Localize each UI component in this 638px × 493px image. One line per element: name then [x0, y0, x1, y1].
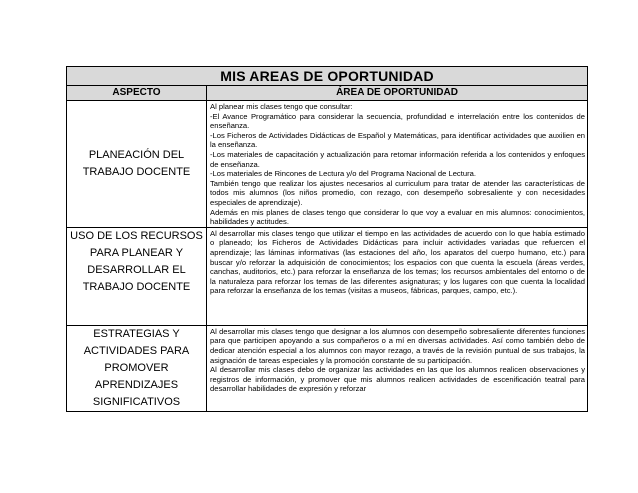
area-line: También tengo que realizar los ajustes necesarios al curriculum para tratar de atender las características de todos mis alumnos (los niños promedio, con rezago, con desempeño sobresaliente y con necesidades especiales de aprendizaje). — [210, 178, 586, 207]
area-cell — [207, 325, 588, 411]
column-header-aspecto: ASPECTO — [67, 86, 207, 101]
aspect-label: ESTRATEGIAS Y ACTIVIDADES PARA PROMOVER APRENDIZAJES SIGNIFICATIVOS — [83, 327, 190, 408]
title-row — [67, 67, 588, 86]
table-row-estrategias — [67, 325, 588, 411]
aspect-cell — [67, 325, 207, 411]
aspect-cell — [67, 227, 207, 325]
table-title: MIS AREAS DE OPORTUNIDAD — [67, 67, 588, 86]
area-line: -Los materiales de Rincones de Lectura y/o del Programa Nacional de Lectura. — [210, 169, 476, 179]
area-line: -Los materiales de capacitación y actualización para retomar información referida a los contenidos y enfoques de enseñanza. — [210, 149, 586, 169]
area-line: -El Avance Programático para considerar la secuencia, profundidad e interrelación entre los contenidos de enseñanza. — [210, 111, 586, 131]
header-row — [67, 86, 588, 101]
area-line: Al planear mis clases tengo que consultar: — [210, 102, 353, 111]
column-header-area: ÁREA DE OPORTUNIDAD — [207, 86, 588, 101]
aspect-label: USO DE LOS RECURSOS PARA PLANEAR Y DESARROLLAR EL TRABAJO DOCENTE — [70, 229, 203, 293]
area-cell — [207, 101, 588, 228]
aspect-label: PLANEACIÓN DEL TRABAJO DOCENTE — [82, 148, 191, 178]
area-line: Al desarrollar mis clases tengo que designar a los alumnos con desempeño sobresaliente diferentes funciones para que participen apoyando a sus compañeros o a mí en diversas actividades. Así como también debo de dedicar atención especial a los alumnos con mayor rezago, a través de la revisión puntual de sus trabajos, la asignación de tareas especiales y la promoción constante de su participación. — [210, 326, 586, 365]
area-line: Además en mis planes de clases tengo que considerar lo que voy a evaluar en mis alumnos: conocimientos, habilidades y actitudes. — [210, 207, 586, 227]
area-line: -Los Ficheros de Actividades Didácticas de Español y Matemáticas, para identificar actividades que auxilien en la enseñanza. — [210, 130, 586, 150]
area-cell — [207, 227, 588, 325]
area-line: Al desarrollar mis clases debo de organizar las actividades en las que los alumnos realicen observaciones y registros de información, y promover que mis alumnos realicen actividades de escenificación teatral para desarrollar habilidades de expresión y reforzar — [210, 365, 586, 394]
table-row-planeacion — [67, 101, 588, 228]
area-line: Al desarrollar mis clases tengo que utilizar el tiempo en las actividades de acuerdo con lo que había estimado o planeado; los Ficheros de Actividades Didácticas para incluir actividades variadas que refuercen el aprendizaje; las láminas informativas (las estaciones del año, los aparatos del cuerpo humano, etc.) para buscar y/o reforzar la adquisición de conocimientos; los espacios con que cuenta la escuela (áreas verdes, canchas, auditorios, etc.) para reforzar la enseñanza de los temas; los recursos ambientales del entorno o de la naturaleza para reforzar los temas de las diferentes asignaturas; y los lugares con que cuenta la localidad para reforzar la enseñanza de los temas (visitas a museos, fábricas, parques, campo, etc.). — [210, 228, 586, 296]
table-row-recursos — [67, 227, 588, 325]
aspect-cell — [67, 101, 207, 228]
opportunity-table — [66, 66, 588, 412]
